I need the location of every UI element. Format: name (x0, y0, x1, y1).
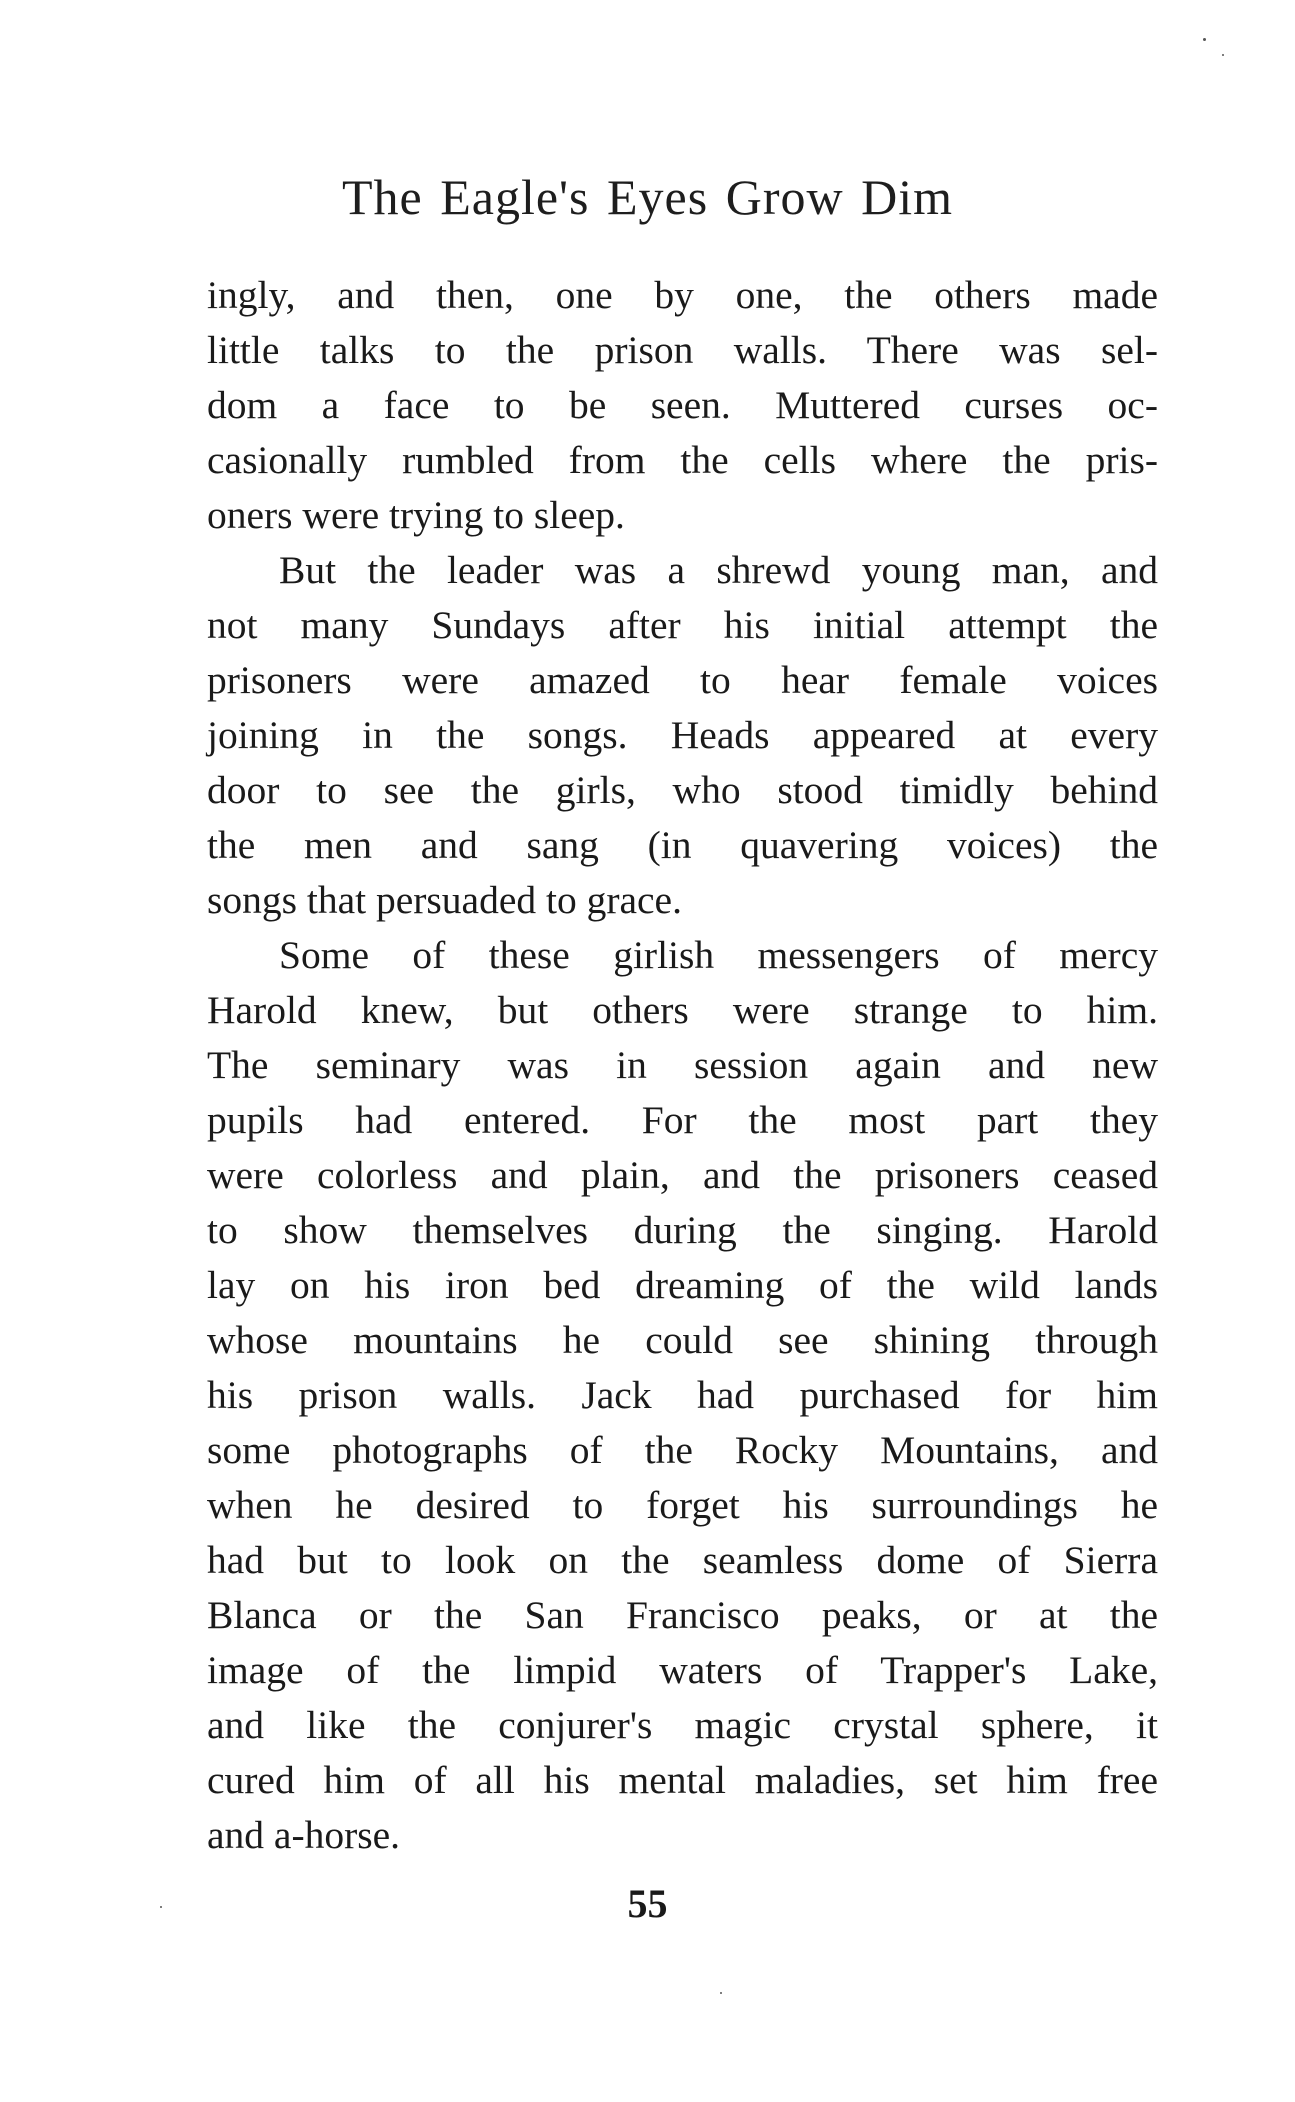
text-line: and like the conjurer's magic crystal sphere, it (207, 1703, 1158, 1747)
text-line: had but to look on the seamless dome of Sierra (207, 1538, 1158, 1582)
scan-speck (720, 1992, 722, 1994)
page-number: 55 (627, 1881, 668, 1926)
text-line: when he desired to forget his surroundings he (207, 1483, 1158, 1527)
text-line: ingly, and then, one by one, the others made (207, 273, 1158, 317)
text-line: joining in the songs. Heads appeared at every (207, 713, 1158, 757)
text-line: some photographs of the Rocky Mountains, and (207, 1428, 1158, 1472)
text-line: dom a face to be seen. Muttered curses oc- (207, 383, 1158, 427)
text-line: lay on his iron bed dreaming of the wild lands (207, 1263, 1158, 1307)
text-line: were colorless and plain, and the prisoners ceased (207, 1153, 1158, 1197)
text-line: Harold knew, but others were strange to him. (207, 988, 1158, 1032)
text-line: the men and sang (in quavering voices) the (207, 823, 1158, 867)
text-line: to show themselves during the singing. Harold (207, 1208, 1158, 1252)
text-line: whose mountains he could see shining through (207, 1318, 1158, 1362)
text-line: The seminary was in session again and new (207, 1043, 1158, 1087)
text-line: little talks to the prison walls. There was sel- (207, 328, 1158, 372)
text-line: image of the limpid waters of Trapper's Lake, (207, 1648, 1158, 1692)
text-line: cured him of all his mental maladies, set him free (207, 1758, 1158, 1802)
text-line: and a-horse. (207, 1813, 401, 1857)
scan-speck (1203, 38, 1206, 41)
text-line: pupils had entered. For the most part they (207, 1098, 1158, 1142)
text-line: songs that persuaded to grace. (207, 878, 682, 922)
paragraph-first-line: Some of these girlish messengers of mercy (279, 933, 1158, 977)
text-line: oners were trying to sleep. (207, 493, 625, 537)
text-line: Blanca or the San Francisco peaks, or at the (207, 1593, 1158, 1637)
paragraph-first-line: But the leader was a shrewd young man, and (279, 548, 1158, 592)
text-line: prisoners were amazed to hear female voices (207, 658, 1158, 702)
text-line: door to see the girls, who stood timidly behind (207, 768, 1158, 812)
scan-speck (160, 1906, 162, 1908)
running-head: The Eagle's Eyes Grow Dim (342, 169, 953, 225)
body-text (207, 268, 1158, 1863)
scan-speck (1222, 54, 1224, 56)
text-line: casionally rumbled from the cells where the pris- (207, 438, 1158, 482)
text-line: not many Sundays after his initial attempt the (207, 603, 1158, 647)
text-line: his prison walls. Jack had purchased for him (207, 1373, 1158, 1417)
